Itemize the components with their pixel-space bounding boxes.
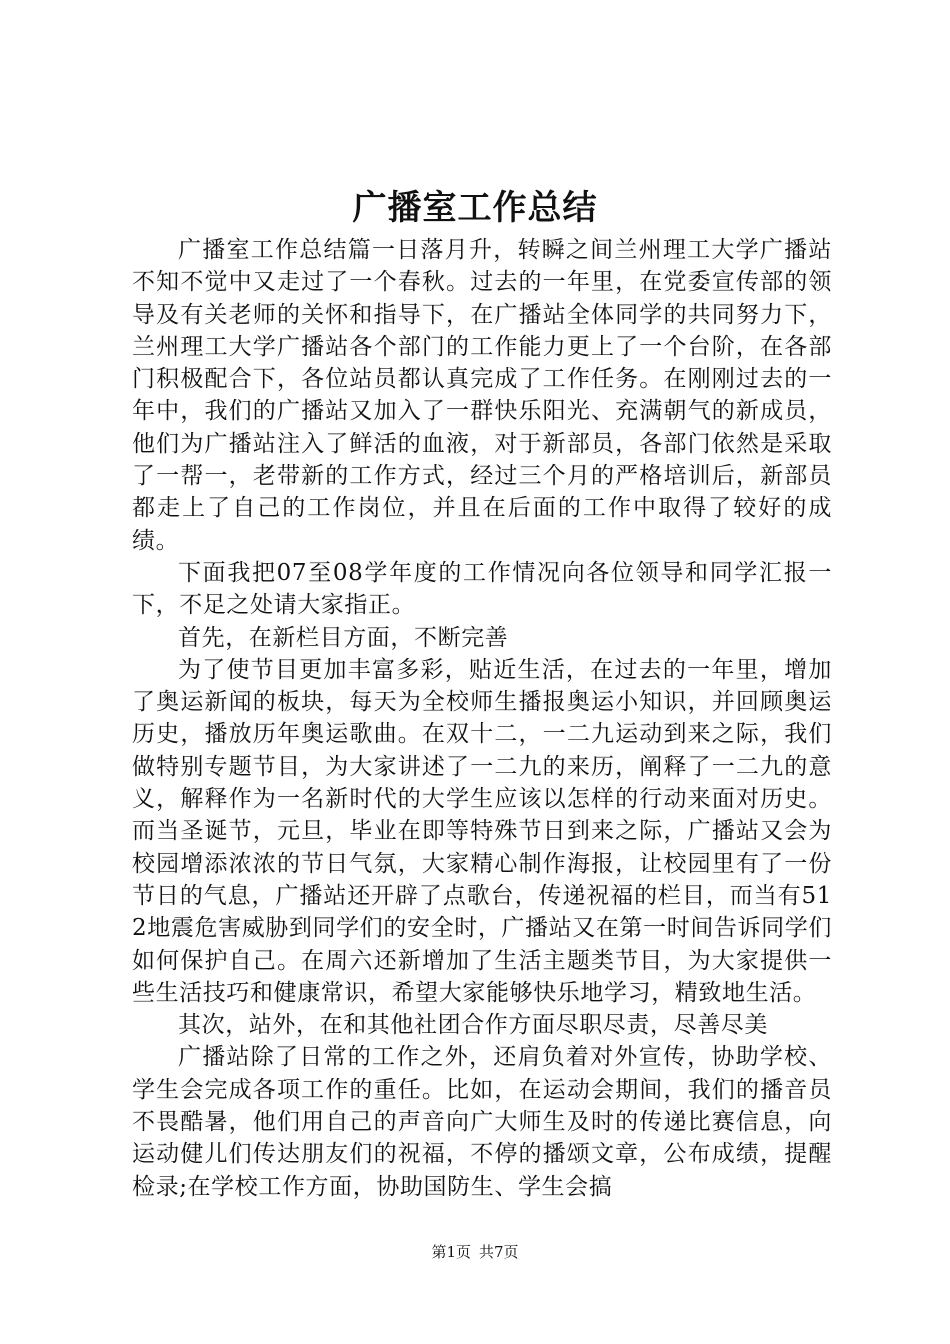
- document-body: [132, 234, 832, 1203]
- section-heading-cooperation: 其次，站外，在和其他社团合作方面尽职尽责，尽善尽美: [178, 1012, 768, 1039]
- section-heading-new-columns: 首先，在新栏目方面，不断完善: [178, 624, 509, 651]
- paragraph-report: 下面我把07至08学年度的工作情况向各位领导和同学汇报一下，不足之处请大家指正。: [132, 559, 832, 619]
- paragraph-new-columns: 为了使节目更加丰富多彩，贴近生活，在过去的一年里，增加了奥运新闻的板块，每天为全校师生播报奥运小知识，并回顾奥运历史，播放历年奥运歌曲。在双十二，一二九运动到来之际，我们做特别专题节目，为大家讲述了一二九的来历，阐释了一二九的意义，解释作为一名新时代的大学生应该以怎样的行动来面对历史。而当圣诞节，元旦，毕业在即等特殊节日到来之际，广播站又会为校园增添浓浓的节日气氛，大家精心制作海报，让校园里有了一份节日的气息，广播站还开辟了点歌台，传递祝福的栏目，而当有512地震危害威胁到同学们的安全时，广播站又在第一时间告诉同学们如何保护自己。在周六还新增加了生活主题类节目，为大家提供一些生活技巧和健康常识，希望大家能够快乐地学习，精致地生活。: [132, 656, 832, 1006]
- paragraph-intro: 广播室工作总结篇一日落月升，转瞬之间兰州理工大学广播站不知不觉中又走过了一个春秋。过去的一年里，在党委宣传部的领导及有关老师的关怀和指导下，在广播站全体同学的共同努力下，兰州理工大学广播站各个部门的工作能力更上了一个台阶，在各部门积极配合下，各位站员都认真完成了工作任务。在刚刚过去的一年中，我们的广播站又加入了一群快乐阳光、充满朝气的新成员，他们为广播站注入了鲜活的血液，对于新部员，各部门依然是采取了一帮一，老带新的工作方式，经过三个月的严格培训后，新部员都走上了自己的工作岗位，并且在后面的工作中取得了较好的成绩。: [132, 237, 832, 554]
- page-footer: [0, 1242, 950, 1262]
- page-number: 第1页: [431, 1243, 471, 1261]
- page-total: 共7页: [479, 1243, 519, 1261]
- paragraph-cooperation: 广播站除了日常的工作之外，还肩负着对外宣传，协助学校、学生会完成各项工作的重任。比如，在运动会期间，我们的播音员不畏酷暑，他们用自己的声音向广大师生及时的传递比赛信息，向运动健儿们传达朋友们的祝福，不停的播颂文章，公布成绩，提醒检录;在学校工作方面，协助国防生、学生会搞: [132, 1044, 832, 1200]
- document-title: 广播室工作总结: [352, 188, 598, 228]
